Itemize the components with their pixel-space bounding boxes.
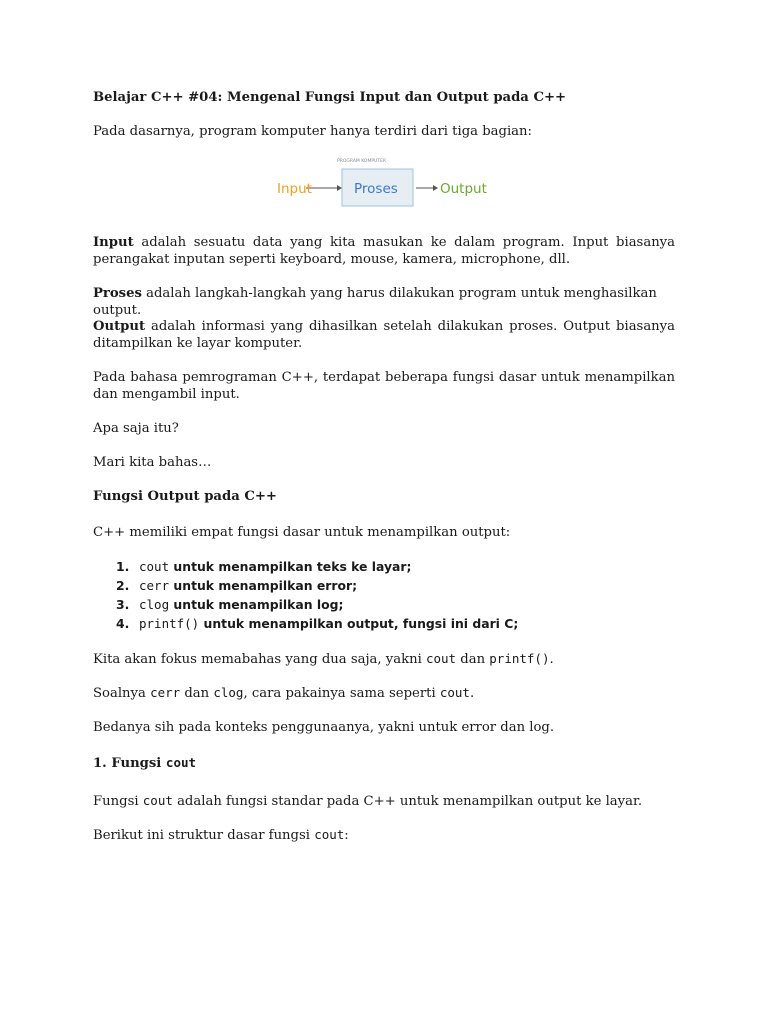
berikut-code: cout	[314, 827, 345, 842]
input-paragraph-line1	[93, 234, 675, 251]
berikut-text-a: Berikut ini struktur dasar fungsi	[93, 828, 315, 843]
list-text: untuk menampilkan output, fungsi ini dari C;	[199, 616, 519, 631]
fokus-paragraph	[93, 650, 675, 668]
list-code: printf()	[139, 616, 200, 631]
input-term: Input	[93, 235, 134, 250]
diagram-output-label: Output	[440, 181, 487, 197]
list-number: 4.	[116, 616, 130, 631]
fokus-text-b: dan	[456, 652, 490, 667]
fungsi-cout-code: cout	[142, 793, 173, 808]
cpp-paragraph-line1: Pada bahasa pemrograman C++, terdapat beberapa fungsi dasar untuk menampilkan	[93, 370, 675, 385]
heading-cout-code: cout	[165, 755, 197, 770]
diagram-proses-label: Proses	[354, 181, 398, 197]
fokus-code-cout: cout	[425, 651, 457, 666]
berikut-text-b: :	[344, 828, 349, 843]
list-text: untuk menampilkan error;	[169, 578, 358, 593]
proses-text: adalah langkah-langkah yang harus dilakukan program untuk menghasilkan output.	[93, 286, 657, 318]
fokus-text-c: .	[549, 652, 554, 667]
proses-paragraph	[93, 285, 675, 319]
mari-text: Mari kita bahas…	[93, 455, 212, 470]
list-code: cout	[139, 559, 170, 574]
list-code: cerr	[139, 578, 170, 593]
soalnya-text-d: .	[469, 686, 475, 701]
output-function-list	[93, 557, 675, 633]
output-text: adalah informasi yang dihasilkan setelah dilakukan proses. Output biasanya	[145, 319, 675, 334]
fokus-text-a: Kita akan fokus memabahas yang dua saja, yakni	[93, 652, 426, 667]
soalnya-text-c: , cara pakainya sama seperti	[243, 686, 440, 701]
soalnya-code-cout: cout	[439, 685, 470, 700]
soalnya-text-a: Soalnya	[93, 686, 151, 701]
list-code: clog	[139, 597, 170, 612]
soalnya-code-cerr: cerr	[150, 685, 181, 700]
list-item	[93, 614, 675, 633]
input-text: adalah sesuatu data yang kita masukan ke dalam program. Input biasanya	[141, 235, 675, 250]
list-number: 1.	[116, 559, 130, 574]
fungsi-cout-text-b: adalah fungsi standar pada C++ untuk menampilkan output ke layar.	[172, 794, 643, 809]
diagram-caption: PROGRAM KOMPUTER	[337, 159, 387, 164]
list-item	[93, 595, 675, 614]
proses-term: Proses	[93, 286, 142, 301]
list-item	[93, 557, 675, 576]
heading-fungsi-output: Fungsi Output pada C++	[93, 489, 277, 504]
diagram-input-label: Input	[277, 181, 312, 197]
intro-paragraph: Pada dasarnya, program komputer hanya terdiri dari tiga bagian:	[93, 124, 532, 139]
soalnya-paragraph	[93, 684, 675, 702]
page-title: Belajar C++ #04: Mengenal Fungsi Input dan Output pada C++	[93, 90, 567, 105]
list-item	[93, 576, 675, 595]
list-number: 2.	[116, 578, 130, 593]
soalnya-code-clog: clog	[213, 685, 244, 700]
cpp-paragraph-line2: dan mengambil input.	[93, 387, 240, 402]
arrowhead-proses-output	[433, 185, 438, 191]
heading-fungsi-cout	[93, 754, 675, 772]
apa-saja-text: Apa saja itu?	[93, 421, 179, 436]
list-number: 3.	[116, 597, 130, 612]
arrowhead-input-proses	[337, 185, 342, 191]
input-process-output-diagram	[179, 158, 599, 212]
diagram-svg	[179, 158, 599, 212]
fungsi-cout-paragraph	[93, 792, 675, 810]
soalnya-text-b: dan	[180, 686, 214, 701]
output-term: Output	[93, 319, 146, 334]
fokus-code-printf: printf()	[489, 651, 550, 666]
bedanya-paragraph: Bedanya sih pada konteks penggunaanya, yakni untuk error dan log.	[93, 720, 555, 735]
empat-fungsi-text: C++ memiliki empat fungsi dasar untuk menampilkan output:	[93, 525, 511, 540]
berikut-paragraph	[93, 826, 675, 844]
heading-cout-prefix: 1. Fungsi	[93, 756, 166, 771]
output-paragraph-line1	[93, 318, 675, 335]
list-text: untuk menampilkan log;	[169, 597, 344, 612]
list-text: untuk menampilkan teks ke layar;	[169, 559, 412, 574]
output-paragraph-line2: ditampilkan ke layar komputer.	[93, 336, 303, 351]
input-paragraph-line2: perangakat inputan seperti keyboard, mouse, kamera, microphone, dll.	[93, 252, 571, 267]
fungsi-cout-text-a: Fungsi	[93, 794, 143, 809]
